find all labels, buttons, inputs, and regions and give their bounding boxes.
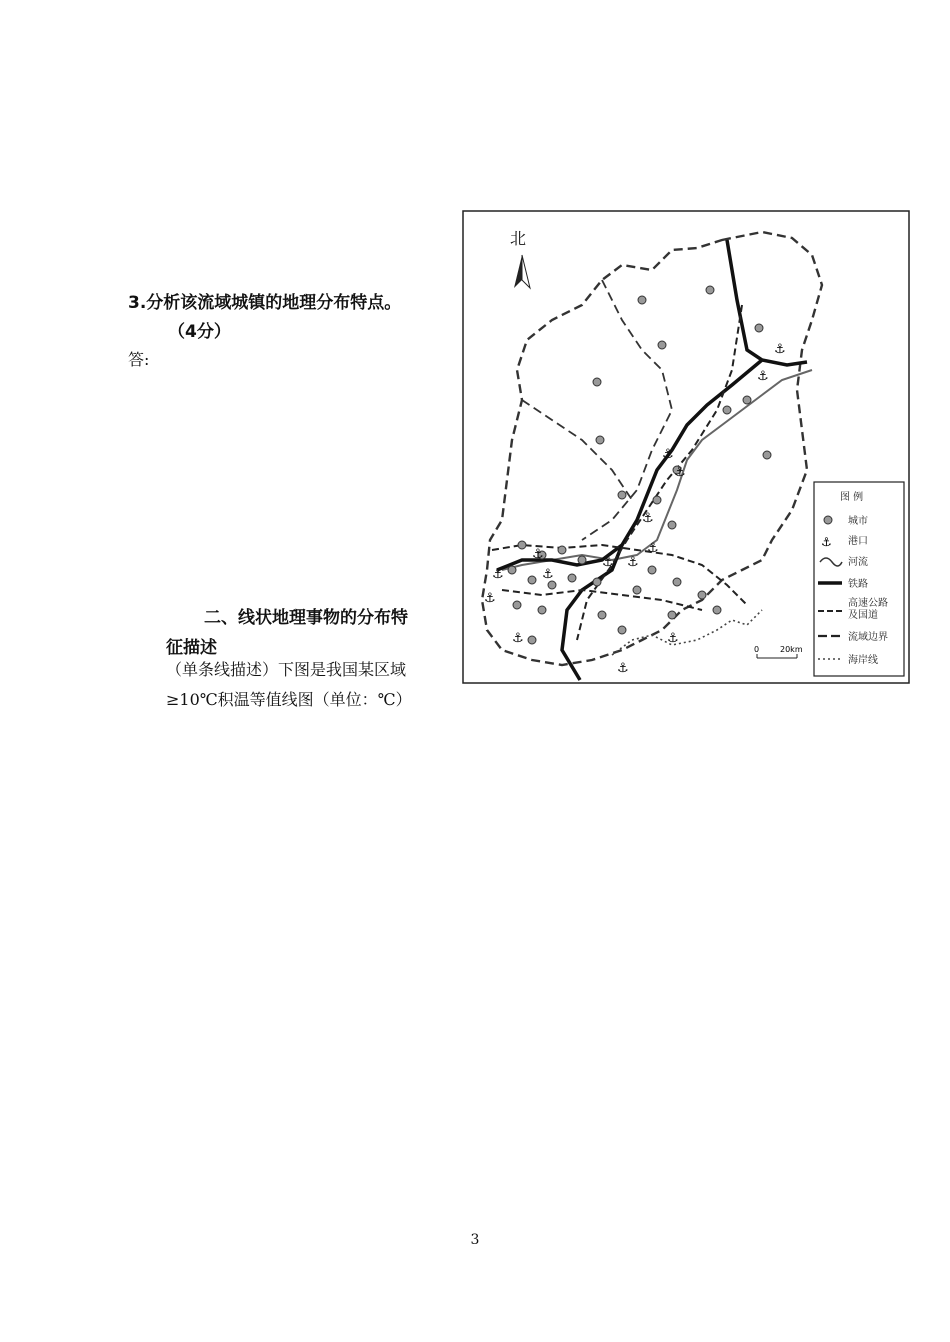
port-icon: ⚓	[674, 465, 686, 480]
city-marker	[618, 491, 626, 499]
port-icon: ⚓	[542, 567, 554, 582]
port-icon: ⚓	[647, 541, 659, 556]
port-icon: ⚓	[757, 369, 769, 384]
scale-zero: 0	[754, 645, 760, 654]
legend-title: 图 例	[840, 492, 864, 503]
city-marker	[528, 576, 536, 584]
section-description: （单条线描述）下图是我国某区域≥10℃积温等值线图（单位：℃）	[166, 660, 412, 709]
section-heading-line1: 二、线状地理事物的分布特	[204, 608, 408, 628]
city-marker	[513, 601, 521, 609]
city-marker	[596, 436, 604, 444]
port-icon: ⚓	[642, 511, 654, 526]
city-marker	[658, 341, 666, 349]
port-icon: ⚓	[774, 342, 786, 357]
city-marker	[598, 611, 606, 619]
city-marker	[638, 296, 646, 304]
city-marker	[648, 566, 656, 574]
section-heading	[166, 603, 456, 663]
port-icon: ⚓	[484, 591, 496, 606]
city-marker	[706, 286, 714, 294]
city-marker	[668, 611, 676, 619]
city-marker	[713, 606, 721, 614]
port-icon: ⚓	[492, 567, 504, 582]
city-marker	[723, 406, 731, 414]
port-icon: ⚓	[532, 547, 544, 562]
legend-boundary: 流域边界	[848, 632, 888, 643]
city-marker	[593, 578, 601, 586]
river-basin-map	[462, 210, 912, 685]
city-marker	[653, 496, 661, 504]
question-title: 3.分析该流域城镇的地理分布特点。	[128, 293, 402, 313]
question-score: （4分）	[168, 322, 231, 342]
city-marker	[618, 626, 626, 634]
legend-city: 城市	[848, 516, 868, 527]
city-marker	[633, 586, 641, 594]
scale-label: 20km	[780, 645, 803, 654]
city-marker	[518, 541, 526, 549]
city-marker	[528, 636, 536, 644]
city-marker	[763, 451, 771, 459]
port-icon: ⚓	[617, 661, 629, 676]
legend-port: 港口	[848, 536, 868, 547]
north-label: 北	[510, 229, 527, 248]
city-marker	[578, 556, 586, 564]
legend-river: 河流	[848, 557, 868, 568]
answer-label: 答:	[128, 350, 150, 369]
legend-coastline: 海岸线	[848, 655, 878, 666]
port-icon: ⚓	[667, 631, 679, 646]
city-marker	[568, 574, 576, 582]
city-marker	[558, 546, 566, 554]
page-number: 3	[470, 1232, 480, 1248]
port-icon: ⚓	[512, 631, 524, 646]
city-marker	[548, 581, 556, 589]
city-marker	[538, 606, 546, 614]
port-icon: ⚓	[662, 447, 674, 462]
city-marker	[755, 324, 763, 332]
map-legend	[814, 482, 904, 676]
port-icon: ⚓	[627, 555, 639, 570]
city-marker	[743, 396, 751, 404]
city-marker	[508, 566, 516, 574]
legend-port-icon: ⚓	[821, 535, 832, 549]
port-icon: ⚓	[602, 555, 614, 570]
legend-railway: 铁路	[848, 579, 868, 590]
legend-city-icon	[824, 516, 832, 524]
city-marker	[668, 521, 676, 529]
legend-highway-2: 及国道	[848, 610, 878, 621]
section-heading-line2: 征描述	[166, 638, 217, 658]
city-marker	[593, 378, 601, 386]
legend-highway-1: 高速公路	[848, 598, 888, 609]
city-marker	[673, 578, 681, 586]
city-marker	[698, 591, 706, 599]
